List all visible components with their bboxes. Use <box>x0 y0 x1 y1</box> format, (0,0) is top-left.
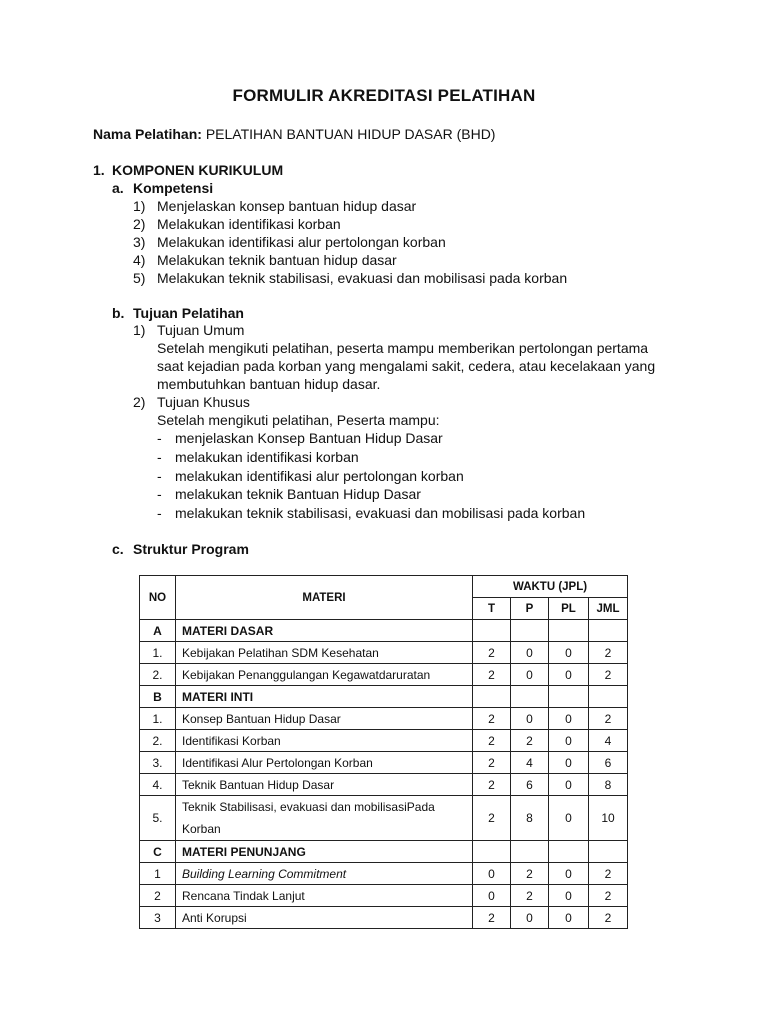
cell-t: 2 <box>473 730 511 752</box>
cell-jml: 8 <box>589 774 628 796</box>
bullet-dash: - <box>157 449 162 465</box>
table-group-row <box>140 686 628 708</box>
cell-p: 4 <box>511 752 549 774</box>
cell-no: A <box>140 620 176 642</box>
cell-jml: 4 <box>589 730 628 752</box>
goal-general-number: 1) <box>133 322 146 338</box>
cell-t <box>473 686 511 708</box>
goal-general-text: Setelah mengikuti pelatihan, peserta mampu memberikan pertolongan pertama <box>157 340 649 356</box>
cell-materi: Konsep Bantuan Hidup Dasar <box>176 708 473 730</box>
goal-specific-item: menjelaskan Konsep Bantuan Hidup Dasar <box>175 430 443 446</box>
cell-no: 3 <box>140 907 176 929</box>
table-group-row <box>140 620 628 642</box>
goal-general-text: saat kejadian pada korban yang mengalami sakit, cedera, atau kecelakaan yang <box>157 358 656 374</box>
cell-jml <box>589 686 628 708</box>
table-row <box>140 708 628 730</box>
goal-specific-number: 2) <box>133 394 146 410</box>
section-1-number: 1. <box>93 162 105 178</box>
cell-no: 5. <box>140 796 176 841</box>
cell-p: 0 <box>511 642 549 664</box>
cell-t: 2 <box>473 796 511 841</box>
cell-t <box>473 841 511 863</box>
table-row <box>140 796 628 841</box>
table-row <box>140 885 628 907</box>
bullet-dash: - <box>157 486 162 502</box>
header-t: T <box>473 598 511 620</box>
cell-materi: Teknik Stabilisasi, evakuasi dan mobilisasiPada Korban <box>176 796 473 841</box>
cell-no: 1 <box>140 863 176 885</box>
cell-jml: 6 <box>589 752 628 774</box>
cell-t: 2 <box>473 752 511 774</box>
course-label: Nama Pelatihan: <box>93 126 202 142</box>
course-value: PELATIHAN BANTUAN HIDUP DASAR (BHD) <box>205 126 496 142</box>
cell-pl: 0 <box>549 664 589 686</box>
cell-materi: Identifikasi Alur Pertolongan Korban <box>176 752 473 774</box>
subsection-c-title: Struktur Program <box>133 541 249 557</box>
cell-p: 8 <box>511 796 549 841</box>
cell-pl <box>549 686 589 708</box>
cell-p: 0 <box>511 708 549 730</box>
competency-item: Melakukan teknik bantuan hidup dasar <box>157 252 397 268</box>
cell-no: 2. <box>140 664 176 686</box>
cell-no: C <box>140 841 176 863</box>
cell-jml: 2 <box>589 664 628 686</box>
cell-p <box>511 686 549 708</box>
header-waktu: WAKTU (JPL) <box>473 576 628 598</box>
cell-pl <box>549 620 589 642</box>
goal-specific-item: melakukan teknik stabilisasi, evakuasi dan mobilisasi pada korban <box>175 505 586 521</box>
cell-pl: 0 <box>549 907 589 929</box>
subsection-a-letter: a. <box>112 180 124 196</box>
table-row <box>140 664 628 686</box>
table-group-row <box>140 841 628 863</box>
cell-materi: Building Learning Commitment <box>176 863 473 885</box>
program-structure-table <box>139 575 628 929</box>
cell-p: 2 <box>511 730 549 752</box>
table-row <box>140 774 628 796</box>
cell-no: 1. <box>140 708 176 730</box>
cell-jml <box>589 620 628 642</box>
competency-number: 5) <box>133 270 146 286</box>
competency-item: Menjelaskan konsep bantuan hidup dasar <box>157 198 417 214</box>
competency-number: 3) <box>133 234 146 250</box>
cell-pl: 0 <box>549 863 589 885</box>
subsection-b-letter: b. <box>112 305 125 321</box>
header-jml: JML <box>589 598 628 620</box>
cell-materi: Rencana Tindak Lanjut <box>176 885 473 907</box>
cell-jml: 2 <box>589 885 628 907</box>
cell-t: 2 <box>473 708 511 730</box>
goal-specific-intro: Setelah mengikuti pelatihan, Peserta mampu: <box>157 412 440 428</box>
cell-t: 2 <box>473 642 511 664</box>
cell-t: 0 <box>473 885 511 907</box>
cell-jml: 2 <box>589 642 628 664</box>
section-1-title: KOMPONEN KURIKULUM <box>112 162 284 178</box>
competency-item: Melakukan identifikasi alur pertolongan korban <box>157 234 446 250</box>
goal-specific-item: melakukan identifikasi korban <box>175 449 359 465</box>
header-p: P <box>511 598 549 620</box>
cell-pl: 0 <box>549 642 589 664</box>
cell-pl: 0 <box>549 708 589 730</box>
cell-no: 4. <box>140 774 176 796</box>
cell-materi: Anti Korupsi <box>176 907 473 929</box>
header-materi: MATERI <box>176 576 473 620</box>
cell-jml <box>589 841 628 863</box>
cell-pl: 0 <box>549 730 589 752</box>
cell-no: 2 <box>140 885 176 907</box>
cell-materi: MATERI INTI <box>176 686 473 708</box>
cell-pl <box>549 841 589 863</box>
cell-p: 2 <box>511 863 549 885</box>
table-row <box>140 642 628 664</box>
cell-no: 3. <box>140 752 176 774</box>
cell-jml: 2 <box>589 708 628 730</box>
cell-materi: Kebijakan Pelatihan SDM Kesehatan <box>176 642 473 664</box>
cell-no: B <box>140 686 176 708</box>
cell-pl: 0 <box>549 796 589 841</box>
cell-t <box>473 620 511 642</box>
goal-general-text: membutuhkan bantuan hidup dasar. <box>157 376 381 392</box>
table-row <box>140 907 628 929</box>
header-pl: PL <box>549 598 589 620</box>
goal-specific-title: Tujuan Khusus <box>157 394 250 410</box>
cell-p: 6 <box>511 774 549 796</box>
cell-p <box>511 841 549 863</box>
bullet-dash: - <box>157 468 162 484</box>
cell-t: 2 <box>473 774 511 796</box>
cell-p <box>511 620 549 642</box>
competency-number: 1) <box>133 198 146 214</box>
cell-p: 2 <box>511 885 549 907</box>
cell-jml: 10 <box>589 796 628 841</box>
cell-p: 0 <box>511 664 549 686</box>
bullet-dash: - <box>157 505 162 521</box>
cell-no: 1. <box>140 642 176 664</box>
cell-t: 0 <box>473 863 511 885</box>
cell-pl: 0 <box>549 885 589 907</box>
cell-pl: 0 <box>549 774 589 796</box>
table-row <box>140 730 628 752</box>
goal-specific-item: melakukan identifikasi alur pertolongan korban <box>175 468 464 484</box>
course-name <box>93 126 495 142</box>
cell-pl: 0 <box>549 752 589 774</box>
goal-general-title: Tujuan Umum <box>157 322 245 338</box>
page-title: FORMULIR AKREDITASI PELATIHAN <box>232 86 536 105</box>
cell-materi: Kebijakan Penanggulangan Kegawatdaruratan <box>176 664 473 686</box>
cell-no: 2. <box>140 730 176 752</box>
competency-number: 2) <box>133 216 146 232</box>
bullet-dash: - <box>157 430 162 446</box>
goal-specific-item: melakukan teknik Bantuan Hidup Dasar <box>175 486 421 502</box>
subsection-a-title: Kompetensi <box>133 180 214 196</box>
subsection-c-letter: c. <box>112 541 124 557</box>
cell-jml: 2 <box>589 863 628 885</box>
competency-number: 4) <box>133 252 146 268</box>
cell-materi: Teknik Bantuan Hidup Dasar <box>176 774 473 796</box>
cell-p: 0 <box>511 907 549 929</box>
cell-materi: MATERI DASAR <box>176 620 473 642</box>
competency-item: Melakukan teknik stabilisasi, evakuasi dan mobilisasi pada korban <box>157 270 568 286</box>
competency-item: Melakukan identifikasi korban <box>157 216 341 232</box>
table-row <box>140 863 628 885</box>
cell-t: 2 <box>473 907 511 929</box>
cell-t: 2 <box>473 664 511 686</box>
table-row <box>140 752 628 774</box>
header-no: NO <box>140 576 176 620</box>
cell-materi: MATERI PENUNJANG <box>176 841 473 863</box>
cell-materi: Identifikasi Korban <box>176 730 473 752</box>
cell-jml: 2 <box>589 907 628 929</box>
subsection-b-title: Tujuan Pelatihan <box>133 305 244 321</box>
